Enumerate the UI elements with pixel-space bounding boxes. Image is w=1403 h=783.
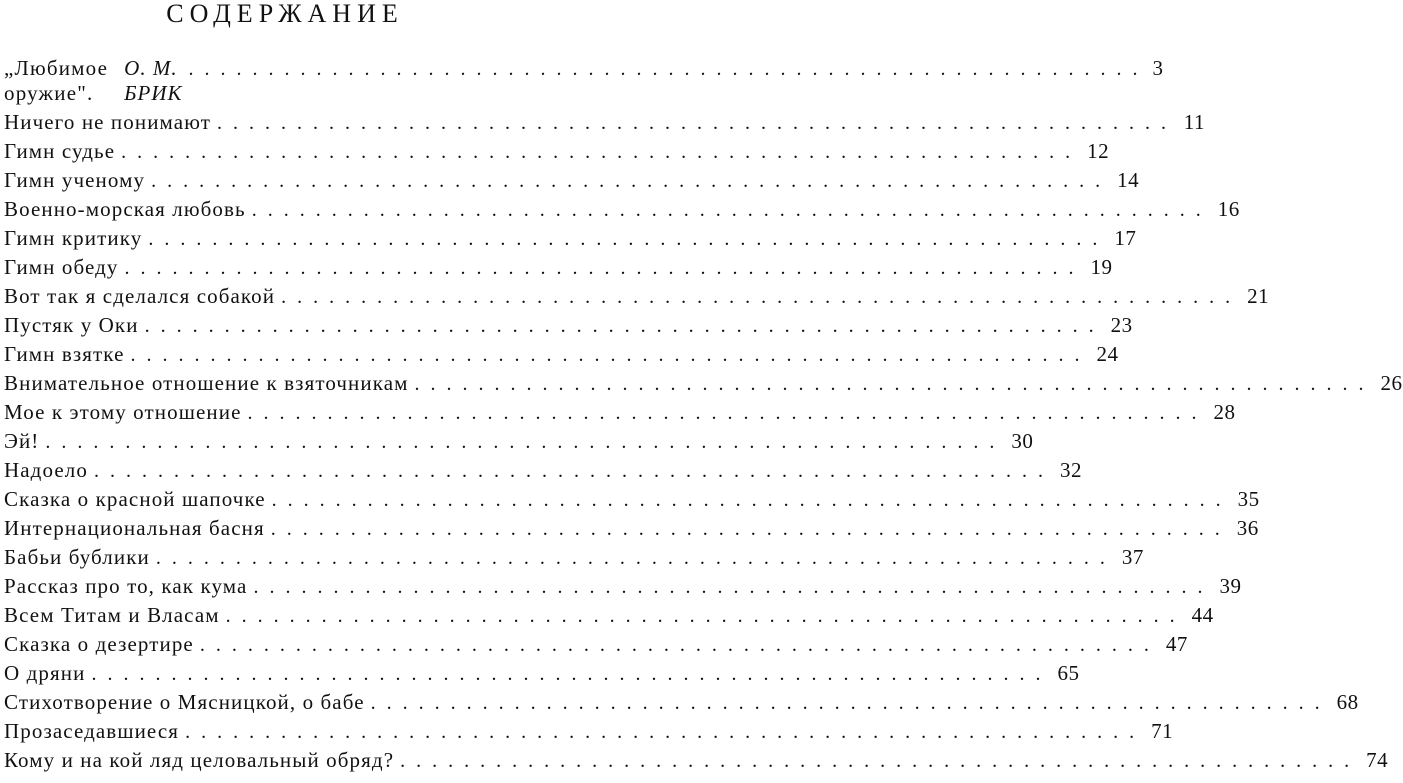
entry-title: Вот так я сделался собакой [4, 284, 276, 308]
dot-leader: ............................................................ [414, 373, 1375, 395]
entry-title: Гимн судье [4, 139, 116, 163]
toc-entry [4, 487, 1260, 516]
dot-leader: ............................................................ [400, 750, 1361, 772]
entry-page-number: 65 [1057, 661, 1080, 685]
dot-leader: ............................................................ [370, 692, 1331, 714]
dot-leader: ............................................................ [281, 286, 1242, 308]
dot-leader: ............................................................ [93, 460, 1054, 482]
entry-page-number: 19 [1090, 255, 1113, 279]
dot-leader: ............................................................ [188, 58, 1149, 80]
entry-title: Сказка о красной шапочке [4, 487, 266, 511]
entry-title: Гимн обеду [4, 255, 119, 279]
toc-entry [4, 371, 1403, 400]
dot-leader: ............................................................ [124, 257, 1085, 279]
toc-entry [4, 139, 1110, 168]
entry-page-number: 35 [1237, 487, 1260, 511]
entry-title: Прозаседавшиеся [4, 719, 180, 743]
entry-title: О дряни [4, 661, 86, 685]
entry-page-number: 28 [1213, 400, 1236, 424]
entry-page-number: 21 [1247, 284, 1270, 308]
toc-entry [4, 400, 1236, 429]
entry-title: Гимн взятке [4, 342, 125, 366]
page-title: СОДЕРЖАНИЕ [166, 0, 404, 28]
toc-entry [4, 284, 1270, 313]
intro-author: О. М. БРИК [124, 56, 183, 105]
dot-leader: ............................................................ [271, 489, 1232, 511]
toc-entry [4, 429, 1034, 458]
entry-page-number: 23 [1110, 313, 1133, 337]
entry-title: Интернациональная басня [4, 516, 265, 540]
entry-page-number: 47 [1165, 632, 1188, 656]
entry-page-number: 68 [1336, 690, 1359, 714]
toc-entry [4, 661, 1080, 690]
toc-entry [4, 255, 1113, 284]
entry-title: Пустяк у Оки [4, 313, 139, 337]
toc-entry [4, 226, 1137, 255]
toc-entry [4, 110, 1206, 139]
entry-title: Стихотворение о Мясницкой, о бабе [4, 690, 365, 714]
dot-leader: ............................................................ [155, 547, 1116, 569]
entry-page-number: 32 [1059, 458, 1082, 482]
dot-leader: ............................................................ [185, 721, 1146, 743]
entry-page-number: 24 [1096, 342, 1119, 366]
dot-leader: ............................................................ [199, 634, 1160, 656]
entry-page-number: 44 [1191, 603, 1214, 627]
toc-entry [4, 313, 1133, 342]
dot-leader: ............................................................ [253, 576, 1214, 598]
dot-leader: ............................................................ [270, 518, 1231, 540]
toc-entry [4, 545, 1144, 574]
dot-leader: ............................................................ [225, 605, 1186, 627]
toc-entry [4, 719, 1174, 748]
dot-leader: ............................................................ [130, 344, 1091, 366]
toc-entry [4, 516, 1259, 545]
entry-page-number: 11 [1183, 110, 1206, 134]
entry-page-number: 30 [1011, 429, 1034, 453]
toc-entry [4, 197, 1240, 226]
toc-entry [4, 603, 1214, 632]
intro-title: „Любимое оружие". [4, 56, 109, 105]
entry-page-number: 17 [1114, 226, 1137, 250]
entry-page-number: 39 [1219, 574, 1242, 598]
dot-leader: ............................................................ [91, 663, 1052, 685]
dot-leader: ............................................................ [151, 170, 1112, 192]
toc-entry [4, 748, 1389, 777]
entry-page-number: 71 [1151, 719, 1174, 743]
intro-page-number: 3 [1152, 56, 1165, 80]
toc-entry [4, 168, 1140, 197]
entry-page-number: 36 [1236, 516, 1259, 540]
dot-leader: ............................................................ [121, 141, 1082, 163]
entry-page-number: 26 [1380, 371, 1403, 395]
toc-entry [4, 574, 1242, 603]
entry-title: Рассказ про то, как кума [4, 574, 248, 598]
dot-leader: ............................................................ [144, 315, 1105, 337]
entry-page-number: 16 [1217, 197, 1240, 221]
toc-intro-entry [4, 56, 1165, 105]
entry-title: Надоело [4, 458, 88, 482]
entry-page-number: 37 [1121, 545, 1144, 569]
entry-page-number: 12 [1087, 139, 1110, 163]
dot-leader: ............................................................ [45, 431, 1006, 453]
entry-page-number: 14 [1117, 168, 1140, 192]
entry-title: Бабьи бублики [4, 545, 150, 569]
entry-title: Эй! [4, 429, 40, 453]
dot-leader: ............................................................ [217, 112, 1178, 134]
entry-title: Кому и на кой ляд целовальный обряд? [4, 748, 395, 772]
entry-title: Мое к этому отношение [4, 400, 242, 424]
toc-entry [4, 458, 1082, 487]
toc-entry [4, 342, 1119, 371]
toc-entry [4, 632, 1188, 661]
entry-title: Гимн критику [4, 226, 143, 250]
toc-entry [4, 690, 1359, 719]
entry-title: Всем Титам и Власам [4, 603, 220, 627]
entry-title: Сказка о дезертире [4, 632, 194, 656]
entry-title: Внимательное отношение к взяточникам [4, 371, 409, 395]
entry-title: Ничего не понимают [4, 110, 212, 134]
entry-title: Гимн ученому [4, 168, 146, 192]
entry-page-number: 74 [1366, 748, 1389, 772]
dot-leader: ............................................................ [251, 199, 1212, 221]
entry-title: Военно-морская любовь [4, 197, 246, 221]
dot-leader: ............................................................ [247, 402, 1208, 424]
toc-list [4, 110, 1403, 777]
dot-leader: ............................................................ [148, 228, 1109, 250]
